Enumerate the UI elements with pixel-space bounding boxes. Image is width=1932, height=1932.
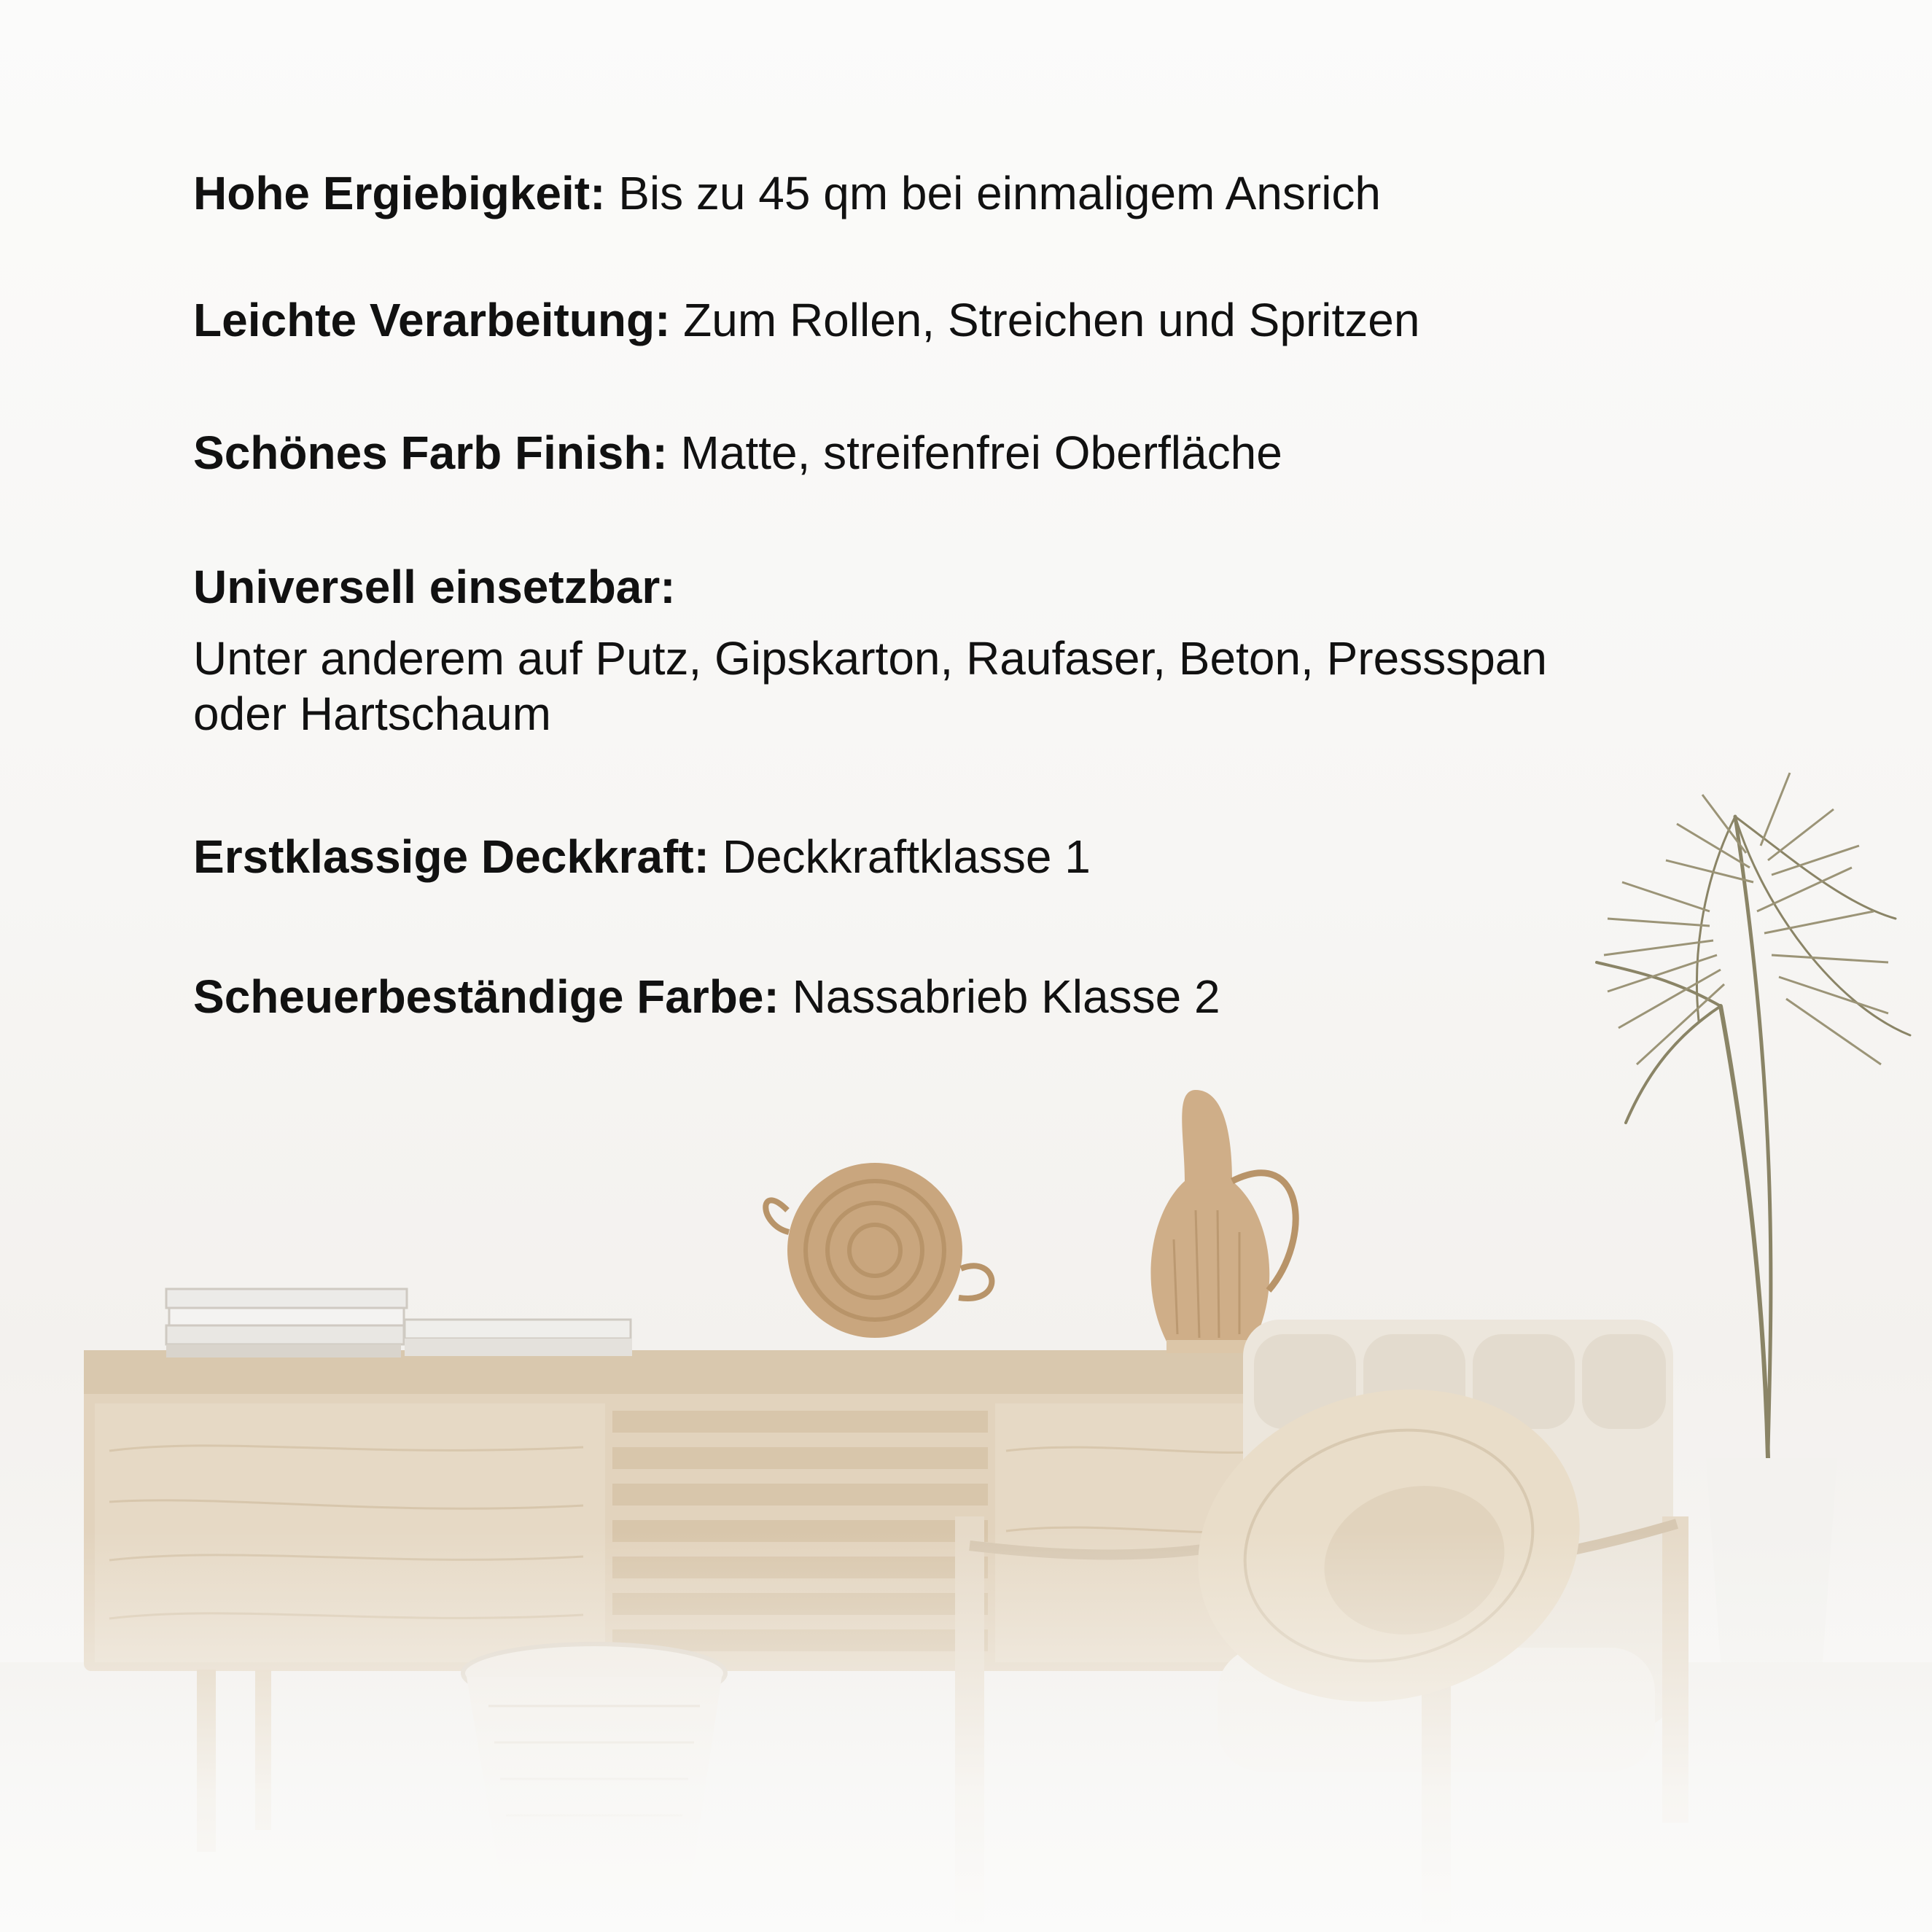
- feature-detail: Bis zu 45 qm bei einmaligem Ansrich: [618, 167, 1381, 219]
- woven-tray: [766, 1163, 992, 1338]
- feature-detail: Nassabrieb Klasse 2: [792, 970, 1220, 1023]
- feature-item-coverage: [193, 829, 1091, 884]
- feature-label: Scheuerbeständige Farbe:: [193, 970, 779, 1023]
- bottom-fade: [0, 1531, 1932, 1932]
- feature-label: Leichte Verarbeitung:: [193, 294, 671, 346]
- feature-label: Universell einsetzbar:: [193, 561, 676, 613]
- feature-detail: Zum Rollen, Streichen und Spritzen: [683, 294, 1420, 346]
- feature-detail: Unter anderem auf Putz, Gipskarton, Raufaser, Beton, Pressspan oder Hartschaum: [193, 632, 1547, 740]
- feature-detail: Matte, streifenfrei Oberfläche: [680, 426, 1282, 479]
- feature-detail: Deckkraftklasse 1: [722, 830, 1091, 883]
- feature-label: Erstklassige Deckkraft:: [193, 830, 709, 883]
- feature-item-yield: [193, 165, 1381, 221]
- feature-item-scrub-resistance: [193, 969, 1220, 1024]
- feature-item-application: [193, 292, 1419, 348]
- feature-item-finish: [193, 425, 1282, 480]
- palm-leaflets: [1604, 773, 1888, 1064]
- feature-item-versatility: [193, 559, 1651, 741]
- feature-label: Schönes Farb Finish:: [193, 426, 668, 479]
- stacked-books: [166, 1289, 632, 1358]
- woven-vase: [1150, 1090, 1296, 1353]
- feature-label: Hohe Ergiebigkeit:: [193, 167, 606, 219]
